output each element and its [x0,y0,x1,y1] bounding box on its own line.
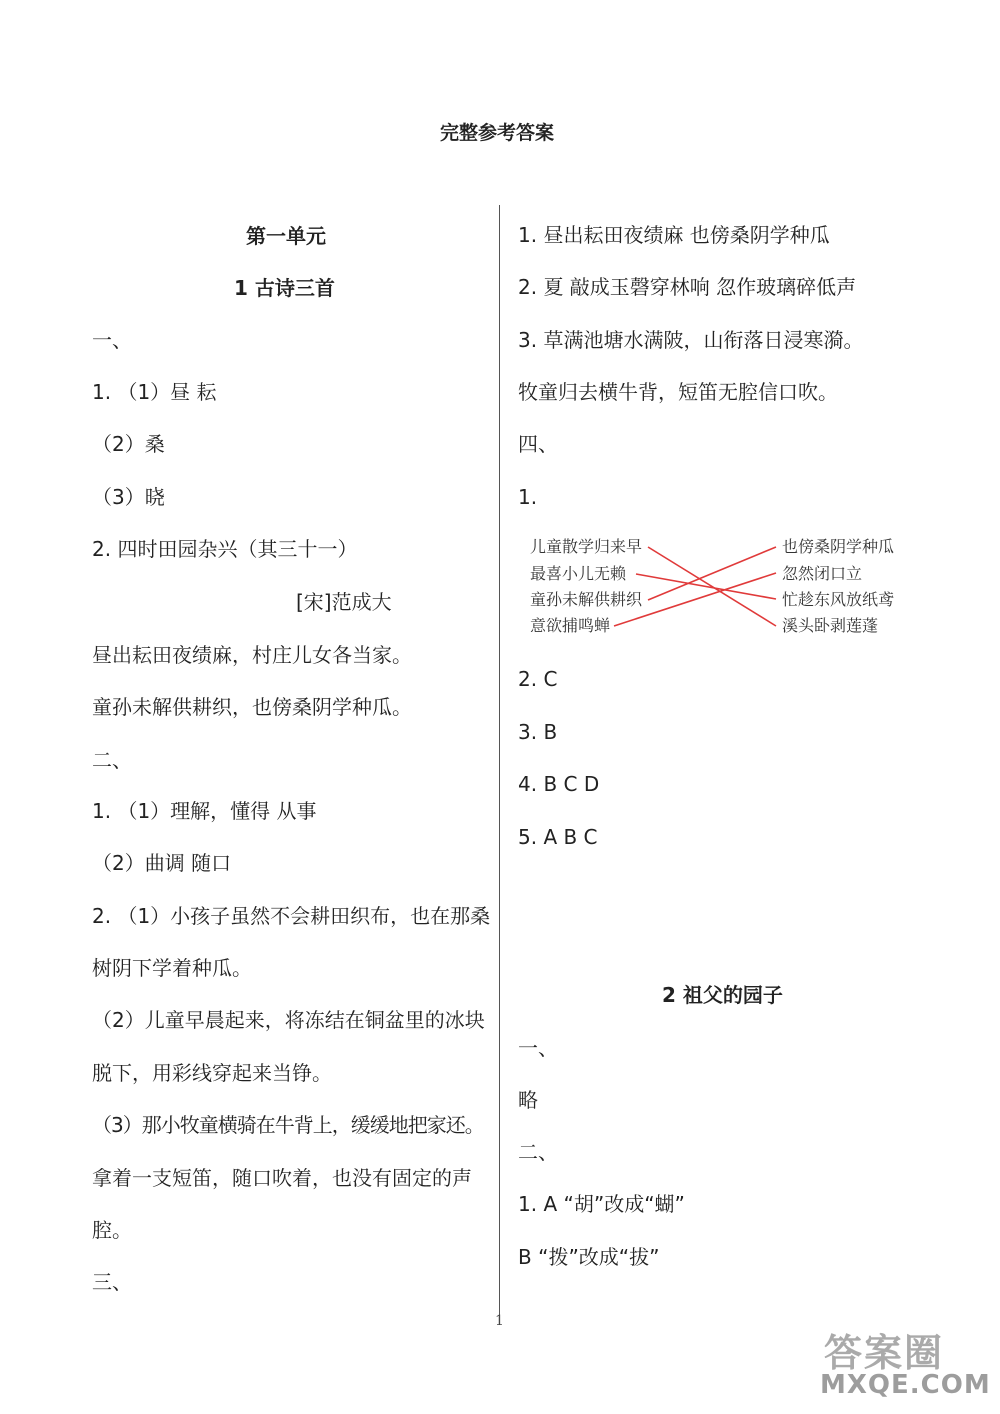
left-line: 树阴下学着种瓜。 [92,956,252,980]
right-line: 4. B C D [518,772,600,796]
left-line: 昼出耘田夜绩麻，村庄儿女各当家。 [92,643,412,667]
left-line: （2）儿童早晨起来，将冻结在铜盆里的冰块 [92,1008,485,1032]
right-line: 2. 夏 敲成玉磬穿林响 忽作玻璃碎低声 [518,275,857,299]
right-line: B “拨”改成“拔” [518,1245,660,1269]
right-line: 四、 [518,432,558,456]
right-line: 5. A B C [518,825,598,849]
left-line: 三、 [92,1270,132,1294]
right-line: 一、 [518,1036,558,1060]
left-line: 2. （1）小孩子虽然不会耕田织布，也在那桑 [92,904,491,928]
lesson-heading: 1 古诗三首 [234,276,335,300]
left-line: 2. 四时田园杂兴（其三十一） [92,537,358,561]
right-line: 3. 草满池塘水满陂，山衔落日浸寒漪。 [518,328,864,352]
left-line: （2）曲调 随口 [92,851,232,875]
match-left-item: 儿童散学归来早 [530,537,643,556]
watermark [820,1322,992,1408]
right-line: 略 [518,1088,538,1112]
left-line: 拿着一支短笛，随口吹着，也没有固定的声 [92,1166,472,1190]
match-left-item: 意欲捕鸣蝉 [530,616,611,635]
watermark-logo-text: 答案圈 [824,1331,945,1375]
match-right-item: 忙趁东风放纸鸢 [782,590,895,609]
match-right-item: 也傍桑阴学种瓜 [782,537,895,556]
poem-author: [宋]范成大 [296,590,392,614]
left-line: （2）桑 [92,432,165,456]
lesson-heading: 2 祖父的园子 [662,983,783,1007]
left-line: 童孙未解供耕织，也傍桑阴学种瓜。 [92,695,412,719]
match-left-item: 童孙未解供耕织 [530,590,643,609]
match-line [648,547,776,600]
match-line [648,547,776,626]
watermark-url: MXQE.COM [820,1370,991,1400]
right-line: 二、 [518,1140,558,1164]
right-line: 3. B [518,720,558,744]
match-right-item: 溪头卧剥莲蓬 [782,616,879,635]
match-right-item: 忽然闭口立 [782,564,863,583]
page-title: 完整参考答案 [440,122,555,144]
right-line: 1. 昼出耘田夜绩麻 也傍桑阴学种瓜 [518,223,830,247]
left-line: 1. （1）理解，懂得 从事 [92,799,317,823]
right-line: 1. [518,485,538,509]
left-line: 腔。 [92,1218,132,1242]
unit-heading: 第一单元 [246,224,326,248]
left-line: （3）晓 [92,485,165,509]
page-number: 1 [495,1313,504,1329]
right-line: 2. C [518,667,558,691]
right-line: 牧童归去横牛背，短笛无腔信口吹。 [518,380,838,404]
match-left-item: 最喜小儿无赖 [530,564,627,583]
column-divider [499,205,500,1315]
left-line: 1. （1）昼 耘 [92,380,217,404]
matching-diagram [520,530,910,640]
left-line: 一、 [92,328,132,352]
left-line: 脱下，用彩线穿起来当铮。 [92,1061,332,1085]
left-line: （3）那小牧童横骑在牛背上，缓缓地把家还。 [92,1113,484,1137]
left-line: 二、 [92,748,132,772]
right-line: 1. A “胡”改成“蝴” [518,1192,685,1216]
